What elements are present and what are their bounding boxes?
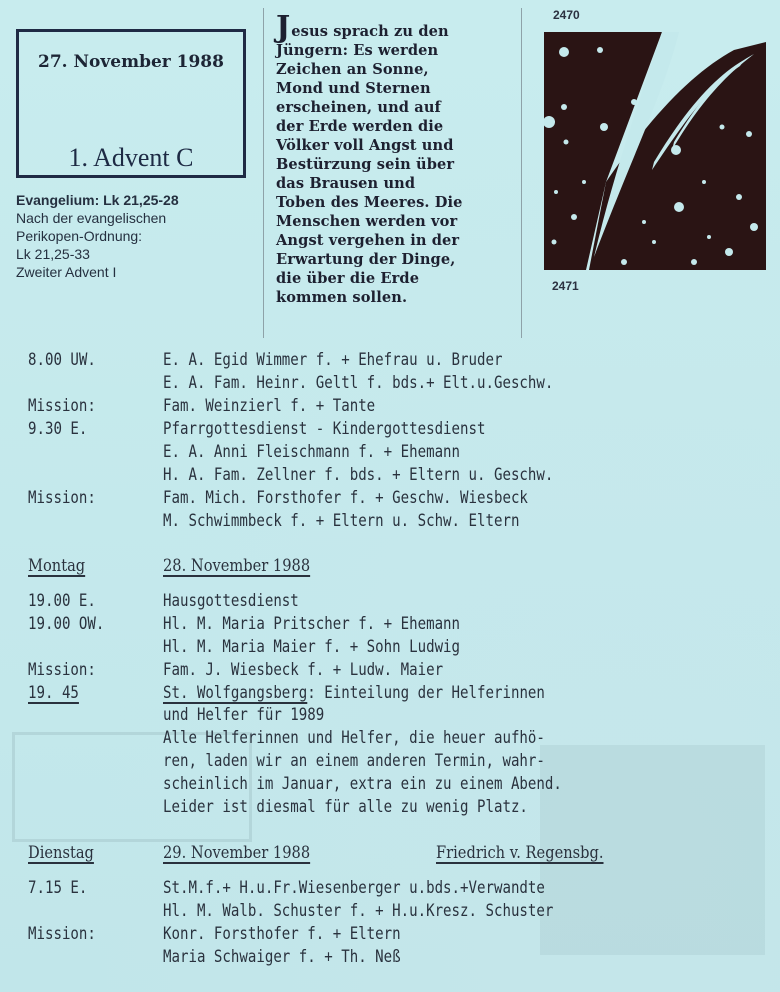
intention: Hausgottesdienst bbox=[163, 591, 299, 610]
gospel-line: Lk 21,25-33 bbox=[16, 246, 90, 262]
event-title: : Einteilung der Helferinnen bbox=[307, 683, 545, 702]
time: Mission: bbox=[28, 488, 96, 507]
scripture-line: Angst vergehen in der bbox=[276, 232, 460, 249]
time: 8.00 UW. bbox=[28, 350, 96, 369]
gospel-reference: Evangelium: Lk 21,25-28 bbox=[16, 192, 179, 208]
column-divider bbox=[521, 8, 522, 338]
intention: E. A. Anni Fleischmann f. + Ehemann bbox=[163, 442, 461, 461]
scripture-line: der Erde werden die bbox=[276, 118, 444, 135]
time: 7.15 E. bbox=[28, 878, 88, 897]
scripture-line: Jüngern: Es werden bbox=[276, 42, 439, 59]
event-time: 19. 45 bbox=[28, 683, 79, 702]
time: Mission: bbox=[28, 660, 96, 679]
scripture-line: Toben des Meeres. Die bbox=[276, 194, 463, 211]
day-name: Dienstag bbox=[28, 843, 94, 863]
scripture-line: das Brausen und bbox=[276, 175, 416, 192]
event-text: Alle Helferinnen und Helfer, die heuer aufhö- bbox=[163, 728, 545, 747]
intention: Maria Schwaiger f. + Th. Neß bbox=[163, 947, 401, 966]
gospel-line: Perikopen-Ordnung: bbox=[16, 228, 143, 244]
drop-cap: J bbox=[276, 10, 291, 45]
date-box bbox=[16, 29, 246, 178]
column-divider bbox=[263, 8, 264, 338]
intention: H. A. Fam. Zellner f. bds. + Eltern u. Geschw. bbox=[163, 465, 554, 484]
gospel-line: Nach der evangelischen bbox=[16, 210, 167, 226]
scripture-line: Erwartung der Dinge, bbox=[276, 251, 456, 268]
image-number-top: 2470 bbox=[553, 8, 580, 22]
saint-of-day: Friedrich v. Regensbg. bbox=[436, 843, 604, 863]
scripture-line: Mond und Sternen bbox=[276, 80, 431, 97]
day-date: 28. November 1988 bbox=[163, 556, 311, 576]
intention: Pfarrgottesdienst - Kindergottesdienst bbox=[163, 419, 486, 438]
intention: Konr. Forsthofer f. + Eltern bbox=[163, 924, 401, 943]
intention: Hl. M. Maria Pritscher f. + Ehemann bbox=[163, 614, 461, 633]
liturgical-sunday: 1. Advent C bbox=[68, 143, 194, 172]
gospel-line: Zweiter Advent I bbox=[16, 264, 117, 280]
scripture-line: Völker voll Angst und bbox=[276, 137, 454, 154]
intention: Fam. Mich. Forsthofer f. + Geschw. Wiesbeck bbox=[163, 488, 528, 507]
event-text: ren, laden wir an einem anderen Termin, wahr- bbox=[163, 751, 545, 770]
intention: E. A. Fam. Heinr. Geltl f. bds.+ Elt.u.Geschw. bbox=[163, 373, 554, 392]
event-place: St. Wolfgangsberg bbox=[163, 683, 308, 702]
event-text: und Helfer für 1989 bbox=[163, 705, 325, 724]
intention: St.M.f.+ H.u.Fr.Wiesenberger u.bds.+Verwandte bbox=[163, 878, 545, 897]
time: 19.00 E. bbox=[28, 591, 96, 610]
scripture-line: esus sprach zu den bbox=[291, 23, 449, 40]
event-text: Leider ist diesmal für alle zu wenig Platz. bbox=[163, 797, 528, 816]
event-text: scheinlich im Januar, extra ein zu einem Abend. bbox=[163, 774, 562, 793]
intention: Fam. J. Wiesbeck f. + Ludw. Maier bbox=[163, 660, 444, 679]
day-name: Montag bbox=[28, 556, 86, 576]
day-date: 29. November 1988 bbox=[163, 843, 311, 863]
gospel-info bbox=[16, 191, 256, 281]
header-date: 27. November 1988 bbox=[38, 52, 224, 72]
scripture-quote bbox=[276, 10, 521, 307]
intention: E. A. Egid Wimmer f. + Ehefrau u. Bruder bbox=[163, 350, 503, 369]
comet-illustration-icon bbox=[544, 32, 766, 270]
scripture-line: kommen sollen. bbox=[276, 289, 408, 306]
scripture-line: Menschen werden vor bbox=[276, 213, 458, 230]
time: 9.30 E. bbox=[28, 419, 88, 438]
scripture-line: Bestürzung sein über bbox=[276, 156, 455, 173]
intention: Hl. M. Walb. Schuster f. + H.u.Kresz. Schuster bbox=[163, 901, 554, 920]
intention: M. Schwimmbeck f. + Eltern u. Schw. Eltern bbox=[163, 511, 520, 530]
intention: Fam. Weinzierl f. + Tante bbox=[163, 396, 376, 415]
image-number-bottom: 2471 bbox=[552, 279, 579, 293]
scripture-line: Zeichen an Sonne, bbox=[276, 61, 429, 78]
time: Mission: bbox=[28, 396, 96, 415]
time: Mission: bbox=[28, 924, 96, 943]
scripture-line: die über die Erde bbox=[276, 270, 420, 287]
time: 19.00 OW. bbox=[28, 614, 105, 633]
scripture-line: erscheinen, und auf bbox=[276, 99, 441, 116]
intention: Hl. M. Maria Maier f. + Sohn Ludwig bbox=[163, 637, 461, 656]
